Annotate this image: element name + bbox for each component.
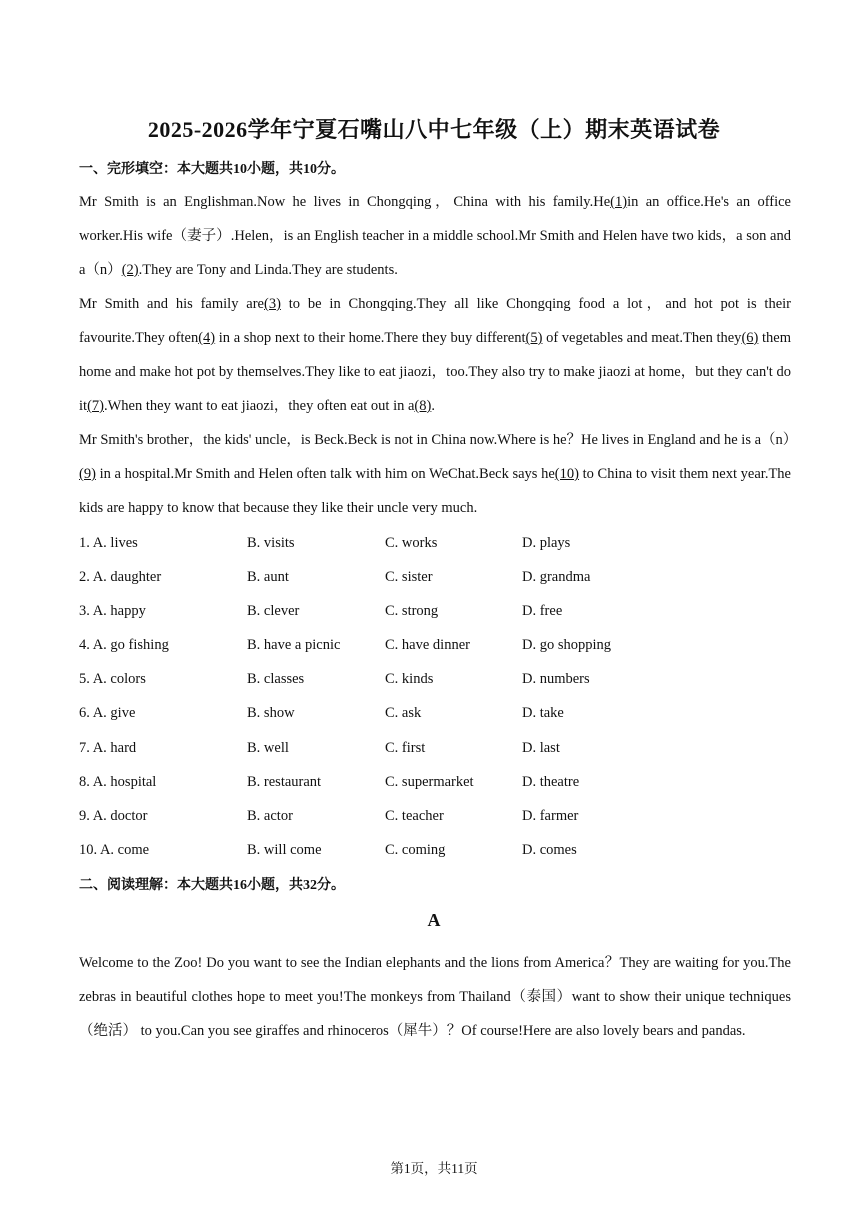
blank-1: (1) <box>610 194 628 210</box>
option-d: D. theatre <box>522 773 580 790</box>
option-b: B. well <box>247 739 289 756</box>
option-a: 5. A. colors <box>79 671 146 688</box>
option-a: 4. A. go fishing <box>79 637 169 654</box>
option-c: C. sister <box>385 569 433 586</box>
cloze-text: .They are Tony and Linda.They are students. <box>138 262 398 278</box>
option-a: 8. A. hospital <box>79 773 157 790</box>
option-d: D. free <box>522 603 563 620</box>
section-heading-cloze: 一、完形填空：本大题共10小题，共10分。 <box>79 162 345 177</box>
passage-a-text: Welcome to the Zoo! Do you want to see the Indian elephants and the lions from America？They are waiting for you.The zebras in beautiful clothes hope to meet you!The monkeys from Thailand（泰国）want to show their unique techniques（绝活） to you.Can you see giraffes and rhinoceros（犀牛）？Of course!Here are also lovely bears and pandas. <box>79 955 791 1039</box>
section-heading-reading: 二、阅读理解：本大题共16小题，共32分。 <box>79 878 345 893</box>
cloze-text: Mr Smith and his family are <box>79 296 264 312</box>
cloze-paragraph-1 <box>79 185 791 287</box>
cloze-paragraph-2 <box>79 287 791 423</box>
option-d: D. grandma <box>522 569 591 586</box>
option-b: B. actor <box>247 807 293 824</box>
cloze-text: Mr Smith's brother，the kids' uncle，is Beck.Beck is not in China now.Where is he？He lives in England and he is a（n） <box>79 432 798 448</box>
option-b: B. clever <box>247 603 300 620</box>
option-row-3 <box>79 594 791 628</box>
page-footer: 第1页，共11页 <box>390 1161 478 1176</box>
option-c: C. supermarket <box>385 773 474 790</box>
option-c: C. works <box>385 535 438 551</box>
option-a: 9. A. doctor <box>79 807 148 824</box>
cloze-text: Mr Smith is an Englishman.Now he lives in Chongqing，China with his family.He <box>79 194 611 210</box>
cloze-text: in an office.He's an office worker.His wife（妻子）.Helen，is an English teacher in a middle school.Mr Smith and Helen have two kids，a son and a（n） <box>79 194 791 278</box>
blank-9: (9) <box>79 466 96 482</box>
option-d: D. take <box>522 705 564 722</box>
answer-options <box>79 526 791 867</box>
option-a: 6. A. give <box>79 705 136 722</box>
option-row-8 <box>79 765 791 799</box>
blank-6: (6) <box>741 330 759 346</box>
option-c: C. coming <box>385 841 446 858</box>
blank-2: (2) <box>121 262 139 278</box>
cloze-text: to China to visit them next year.The kids are happy to know that because they like their uncle very much. <box>79 466 791 516</box>
option-row-6 <box>79 696 791 730</box>
cloze-text: them home and make hot pot by themselves.They like to eat jiaozi，too.They also try to make jiaozi at home，but they can't do it <box>79 330 791 414</box>
option-a: 7. A. hard <box>79 739 137 756</box>
option-b: B. visits <box>247 535 295 551</box>
option-d: D. comes <box>522 841 577 858</box>
option-row-2 <box>79 560 791 594</box>
option-b: B. show <box>247 705 295 722</box>
blank-4: (4) <box>198 330 216 346</box>
option-b: B. restaurant <box>247 773 322 790</box>
option-d: D. plays <box>522 535 571 551</box>
blank-10: (10) <box>554 466 579 482</box>
option-row-1 <box>79 526 791 560</box>
option-b: B. classes <box>247 671 305 688</box>
option-c: C. strong <box>385 603 439 620</box>
option-d: D. last <box>522 739 560 756</box>
option-c: C. ask <box>385 705 422 722</box>
option-b: B. will come <box>247 841 322 858</box>
cloze-text: to be in Chongqing.They all like Chongqing food a lot，and hot pot is their favourite.They often <box>79 296 792 346</box>
option-row-7 <box>79 731 791 765</box>
blank-5: (5) <box>525 330 543 346</box>
option-c: C. first <box>385 739 426 756</box>
cloze-text: . <box>431 398 435 414</box>
option-row-9 <box>79 799 791 833</box>
option-a: 3. A. happy <box>79 603 146 620</box>
option-c: C. teacher <box>385 807 444 824</box>
page-title: 2025-2026学年宁夏石嘴山八中七年级（上）期末英语试卷 <box>147 117 721 142</box>
option-d: D. go shopping <box>522 637 612 654</box>
option-a: 10. A. come <box>79 841 150 858</box>
option-d: D. farmer <box>522 807 579 824</box>
option-c: C. have dinner <box>385 637 470 654</box>
option-b: B. aunt <box>247 569 289 586</box>
cloze-text: in a hospital.Mr Smith and Helen often talk with him on WeChat.Beck says he <box>95 466 555 482</box>
blank-8: (8) <box>414 398 432 414</box>
option-row-4 <box>79 628 791 662</box>
option-a: 2. A. daughter <box>79 569 162 586</box>
cloze-text: of vegetables and meat.Then they <box>542 330 742 346</box>
option-c: C. kinds <box>385 671 434 688</box>
option-a: 1. A. lives <box>79 535 138 551</box>
blank-3: (3) <box>264 296 281 312</box>
cloze-paragraph-3 <box>79 423 798 525</box>
option-row-10 <box>79 833 791 867</box>
option-row-5 <box>79 662 791 696</box>
cloze-text: in a shop next to their home.There they buy different <box>215 330 526 346</box>
cloze-text: .When they want to eat jiaozi，they often eat out in a <box>103 398 415 414</box>
blank-7: (7) <box>87 398 104 414</box>
option-d: D. numbers <box>522 671 590 688</box>
passage-a-heading: A <box>427 910 441 930</box>
option-b: B. have a picnic <box>247 637 341 654</box>
